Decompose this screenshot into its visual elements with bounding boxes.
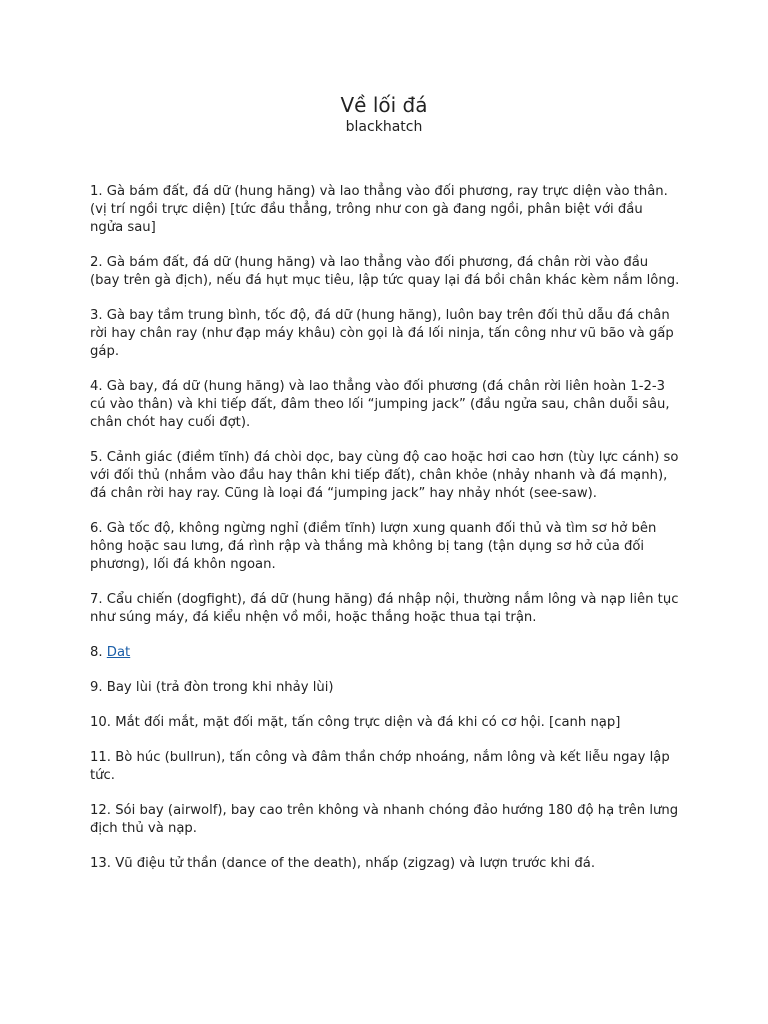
list-item xyxy=(90,855,680,873)
item-text: Mắt đối mắt, mặt đối mặt, tấn công trực diện và đá khi có cơ hội. [canh nạp] xyxy=(115,715,621,730)
item-text: Gà tốc độ, không ngừng nghỉ (điềm tĩnh) lượn xung quanh đối thủ và tìm sơ hở bên hông hoặc sau lưng, đá rình rập và thắng mà không bị tang (tận dụng sơ hở của đối phương), lối đá khôn ngoan. xyxy=(90,521,657,572)
list-item xyxy=(90,591,680,627)
item-text: Cẩu chiến (dogfight), đá dữ (hung hăng) đá nhập nội, thường nắm lông và nạp liên tục như súng máy, đá kiểu nhện vồ mồi, hoặc thắng hoặc thua tại trận. xyxy=(90,592,679,625)
item-text: Gà bám đất, đá dữ (hung hăng) và lao thẳng vào đối phương, ray trực diện vào thân. (vị trí ngồi trực diện) [tức đầu thẳng, trông như con gà đang ngồi, phân biệt với đầu ngửa sau] xyxy=(90,184,668,235)
item-number: 1. xyxy=(90,184,103,199)
item-number: 8. xyxy=(90,645,103,660)
item-text: Cảnh giác (điềm tĩnh) đá chòi dọc, bay cùng độ cao hoặc hơi cao hơn (tùy lực cánh) so với đối thủ (nhắm vào đầu hay thân khi tiếp đất), chân khỏe (nhảy nhanh và đá mạnh), đá chân rời hay ray. Cũng là loại đá “jumping jack” hay nhảy nhót (see-saw). xyxy=(90,450,679,501)
list-item xyxy=(90,749,680,785)
item-number: 3. xyxy=(90,308,103,323)
dat-link[interactable]: Dat xyxy=(106,645,131,660)
item-number: 2. xyxy=(90,255,103,270)
item-number: 11. xyxy=(90,750,111,765)
list-item xyxy=(90,714,680,732)
list-item xyxy=(90,183,680,237)
item-number: 10. xyxy=(90,715,111,730)
list-item xyxy=(90,679,680,697)
document-author: blackhatch xyxy=(345,119,423,135)
item-text: Sói bay (airwolf), bay cao trên không và nhanh chóng đảo hướng 180 độ hạ trên lưng địch thủ và nạp. xyxy=(90,803,679,836)
item-text: Gà bám đất, đá dữ (hung hăng) và lao thẳng vào đối phương, đá chân rời vào đầu (bay trên gà địch), nếu đá hụt mục tiêu, lập tức quay lại đá bồi chân khác kèm nắm lông. xyxy=(90,255,680,288)
item-number: 5. xyxy=(90,450,103,465)
list-item xyxy=(90,449,680,503)
item-text: Bò húc (bullrun), tấn công và đâm thần chớp nhoáng, nắm lông và kết liễu ngay lập tức. xyxy=(90,750,670,783)
item-number: 6. xyxy=(90,521,103,536)
item-text: Gà bay, đá dữ (hung hăng) và lao thẳng vào đối phương (đá chân rời liên hoàn 1-2-3 cú vào thân) và khi tiếp đất, đâm theo lối “jumping jack” (đầu ngửa sau, chân duỗi sâu, chân chót hay cuối đợt). xyxy=(90,379,670,430)
list-item xyxy=(90,520,680,574)
list-item xyxy=(90,254,680,290)
list-item xyxy=(90,307,680,361)
list-item xyxy=(90,802,680,838)
item-number: 13. xyxy=(90,856,111,871)
item-text: Bay lùi (trả đòn trong khi nhảy lùi) xyxy=(106,680,334,695)
document-body xyxy=(90,183,680,890)
item-number: 4. xyxy=(90,379,103,394)
document-title: Về lối đá xyxy=(340,93,428,117)
item-text: Vũ điệu tử thần (dance of the death), nhấp (zigzag) và lượn trước khi đá. xyxy=(115,856,596,871)
item-number: 12. xyxy=(90,803,111,818)
list-item xyxy=(90,378,680,432)
item-number: 7. xyxy=(90,592,103,607)
item-number: 9. xyxy=(90,680,103,695)
item-text: Gà bay tầm trung bình, tốc độ, đá dữ (hung hăng), luôn bay trên đối thủ dẫu đá chân rời hay chân ray (như đạp máy khâu) còn gọi là đá lối ninja, tấn công như vũ bão và gấp gáp. xyxy=(90,308,674,359)
list-item xyxy=(90,644,680,662)
